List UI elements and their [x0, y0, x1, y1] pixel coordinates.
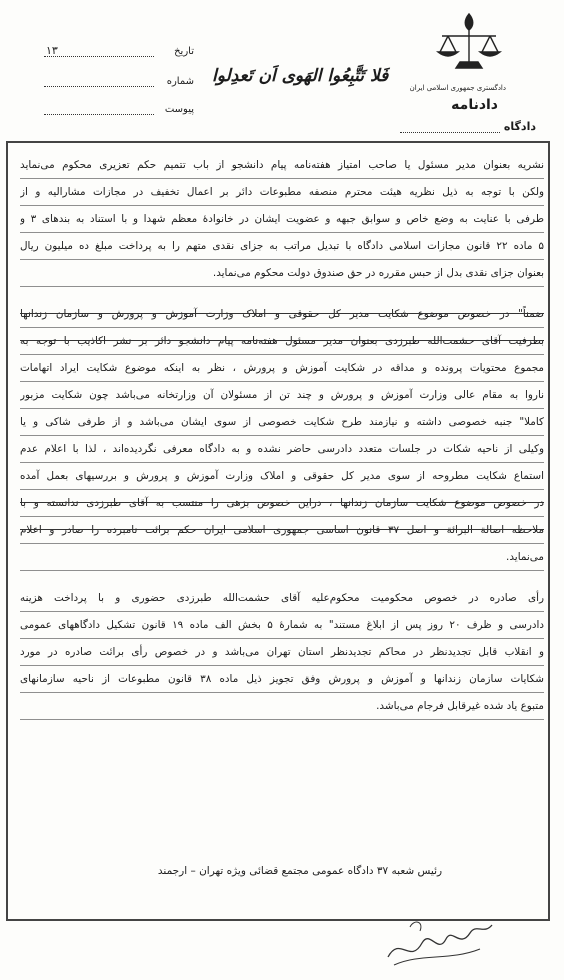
verse-heading: فَلا تَتَّبِعُوا الهَوی اَن تَعدِلوا — [212, 66, 389, 86]
attachment-field — [44, 102, 194, 115]
text-line: وکیلی از ناحیه شکات در جلسات متعدد دادرسی حاضر نشده و به دادگاه معرفی نگردیده‌اند ، لذا با اعلام عدم — [20, 436, 544, 463]
date-field — [44, 44, 194, 57]
text-line: متبوع یاد شده غیرقابل فرجام می‌باشد. — [20, 693, 544, 720]
text-line: شکایات سازمان زندانها و آموزش و پرورش وفق تجویز ذیل ماده ۳۸ قانون مطبوعات از ناحیه سازمانهای — [20, 666, 544, 693]
organization-name: دادگستری جمهوری اسلامی ایران — [409, 84, 506, 92]
date-value: ۱۳ — [44, 44, 154, 57]
text-line: ولکن با توجه به ذیل نظریه هیئت محترم منصفه مطبوعات دائر بر اعمال تخفیف در مجازات مشارالیه و از — [20, 179, 544, 206]
text-line: نشریه بعنوان مدیر مسئول یا صاحب امتیاز هفته‌نامه پیام دانشجو از باب تتمیم حکم تعزیری محکوم می‌نماید — [20, 152, 544, 179]
text-line: مجموع محتویات پرونده و مداقه در شکایت آموزش و پرورش ، نظر به اینکه موضوع شکایت ایراد اتهامات — [20, 355, 544, 382]
court-label: دادگاه — [503, 120, 536, 133]
paragraph-3 — [20, 585, 544, 720]
paragraph-1 — [20, 152, 544, 287]
number-label: شماره — [166, 76, 194, 87]
document-title: دادنامه — [451, 97, 498, 113]
handwritten-signature — [380, 905, 500, 975]
number-field — [44, 74, 194, 87]
judiciary-emblem-icon — [434, 12, 504, 72]
court-field — [400, 120, 536, 133]
number-dotted-line — [44, 74, 154, 87]
text-line: ملاحظه اصالة البرائة و اصل ۳۷ قانون اساسی جمهوری اسلامی ایران حکم برائت نامبرده را صادر و اعلام — [20, 517, 544, 544]
attachment-dotted-line — [44, 102, 154, 115]
text-line: استماع شکایت مطروحه از سوی مدیر کل حقوقی و املاک وزارت آموزش و پرورش و بررسیهای بعمل آمده — [20, 463, 544, 490]
text-line: ضمناً" در خصوص موضوع شکایت مدیر کل حقوقی و املاک وزارت آموزش و پرورش و سازمان زندانها — [20, 301, 544, 328]
text-line: کاملا" جنبه خصوصی داشته و نیازمند طرح شکایت خصوصی از سوی ایشان می‌باشد و از طرفی شاکی و یا — [20, 409, 544, 436]
text-line: دادرسی و ظرف ۲۰ روز پس از ابلاغ مستند" به شمارهٔ ۵ بخش الف ماده ۱۹ قانون تشکیل دادگاههای عمومی — [20, 612, 544, 639]
text-line: می‌نماید. — [20, 544, 544, 571]
text-line: بطرفیت آقای حشمت‌الله طبرزدی بعنوان مدیر مسئول هفته‌نامه پیام دانشجو دائر بر نشر اکاذیب با توجه به — [20, 328, 544, 355]
text-line: در خصوص موضوع شکایت سازمان زندانها ، دراین خصوص بزهی را منتسب به آقای طبرزدی ندانسته و با — [20, 490, 544, 517]
text-line: طرفی با عنایت به وضع خاص و سوابق جبهه و عضویت ایشان در خانوادهٔ معظم شهدا و با استناد به بندهای ۳ و — [20, 206, 544, 233]
text-line: ۵ ماده ۲۲ قانون مجازات اسلامی دادگاه با تبدیل مراتب به جزای نقدی متهم را به پرداخت مبلغ ده میلیون ریال — [20, 233, 544, 260]
attachment-label: پیوست — [164, 104, 194, 115]
text-line: و انقلاب قابل تجدیدنظر در محاکم تجدیدنظر استان تهران می‌باشد و در خصوص رأی برائت صادره در مورد — [20, 639, 544, 666]
text-line: ناروا به مقام عالی وزارت آموزش و پرورش و چند تن از مسئولان آن وزارتخانه می‌باشد چون شکایت مزبور — [20, 382, 544, 409]
document-body — [20, 152, 544, 720]
text-line: بعنوان جزای نقدی بدل از حبس مقرره در حق صندوق دولت محکوم می‌نماید. — [20, 260, 544, 287]
text-line: رأی صادره در خصوص محکومیت محکوم‌علیه آقای حشمت‌الله طبرزدی حضوری و با پرداخت هزینه — [20, 585, 544, 612]
paragraph-2 — [20, 301, 544, 571]
date-label: تاریخ — [174, 46, 194, 57]
signature-block: رئیس شعبه ۳۷ دادگاه عمومی مجتمع قضائی ویژه تهران – ارجمند — [157, 865, 443, 877]
court-dotted-line — [400, 132, 500, 133]
